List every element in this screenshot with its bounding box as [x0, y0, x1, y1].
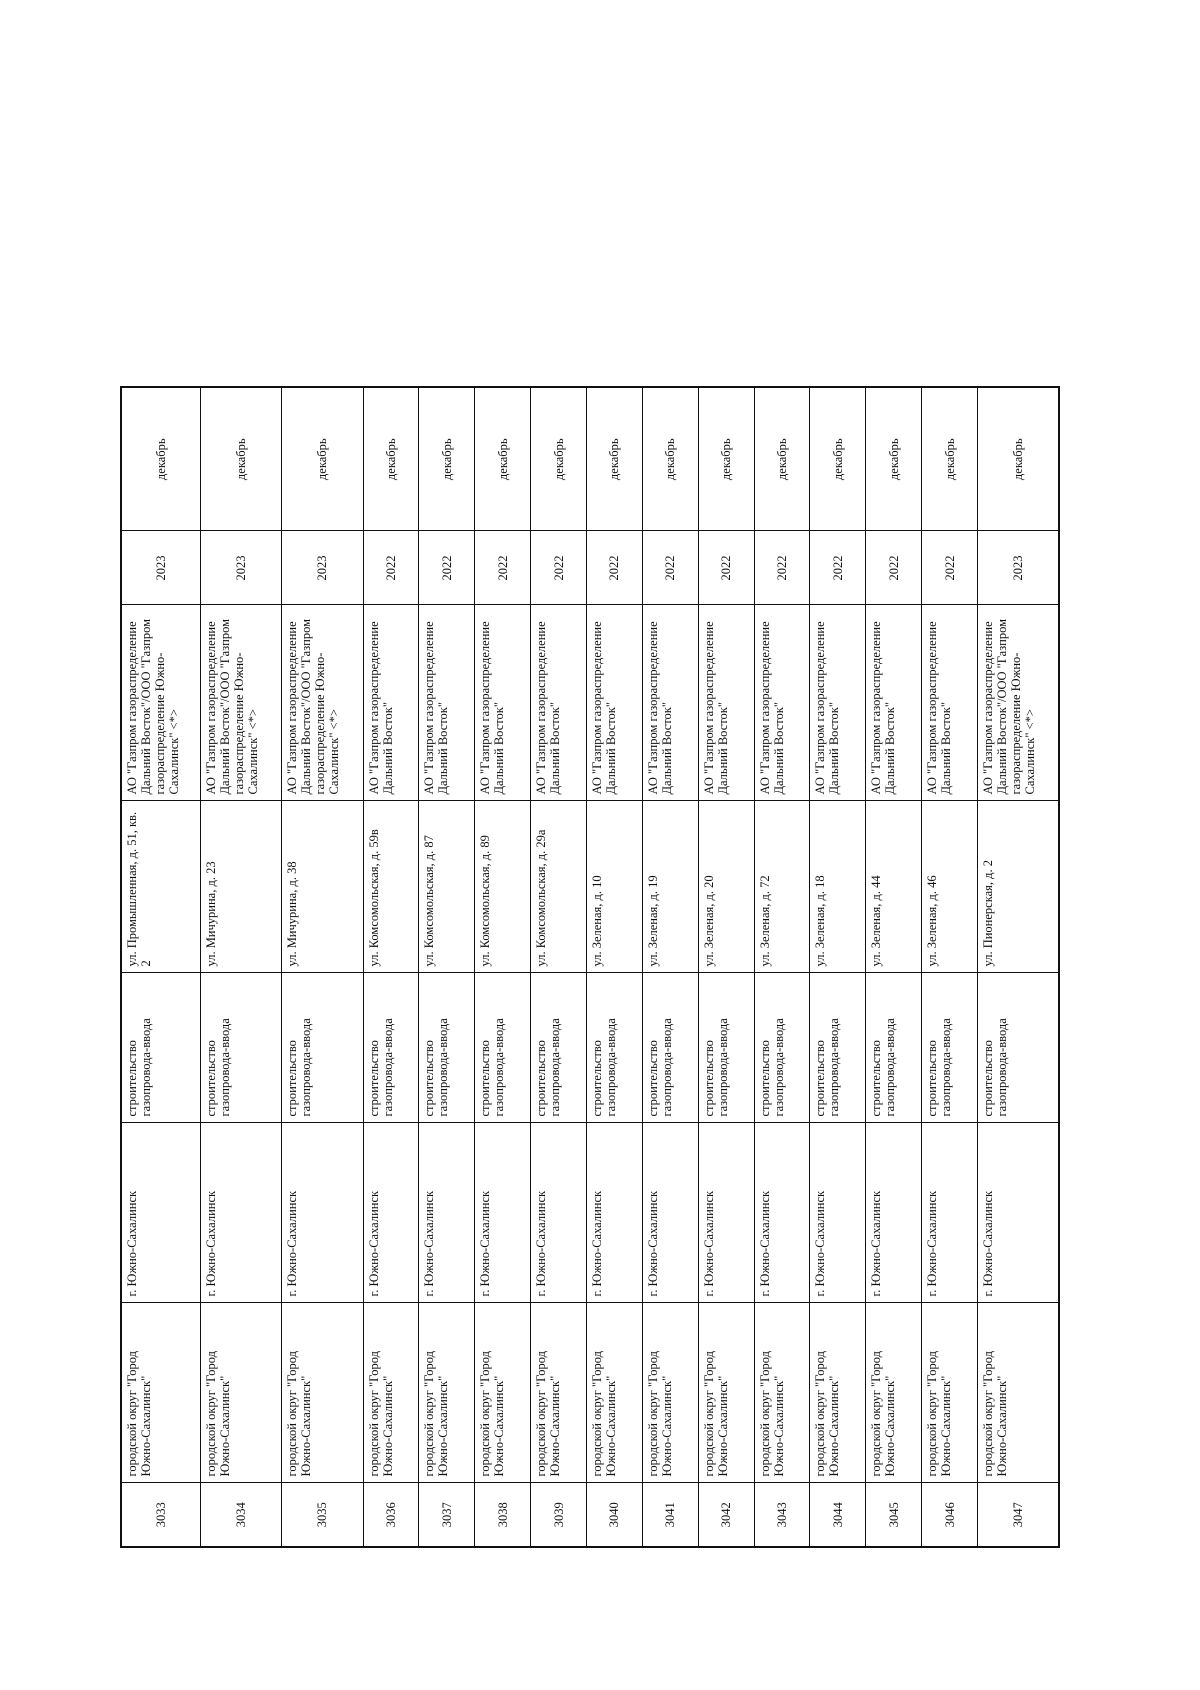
- settlement-cell: г. Южно-Сахалинск: [531, 1123, 587, 1303]
- organization-cell: АО "Газпром газораспределение Дальний Восток": [698, 605, 754, 801]
- month-cell: декабрь: [531, 387, 587, 531]
- row-number: 3046: [922, 1483, 978, 1547]
- work-type-cell: строительство газопровода-ввода: [531, 973, 587, 1123]
- address-cell: ул. Зеленая, д. 18: [810, 801, 866, 973]
- work-type-cell: строительство газопровода-ввода: [200, 973, 281, 1123]
- municipal-district-cell: городской округ "Город Южно-Сахалинск": [866, 1303, 922, 1483]
- month-cell: декабрь: [866, 387, 922, 531]
- organization-cell: АО "Газпром газораспределение Дальний Восток": [754, 605, 810, 801]
- table-row: [363, 387, 419, 1547]
- work-type-cell: строительство газопровода-ввода: [810, 973, 866, 1123]
- work-type-cell: строительство газопровода-ввода: [922, 973, 978, 1123]
- row-number: 3035: [282, 1483, 363, 1547]
- settlement-cell: г. Южно-Сахалинск: [698, 1123, 754, 1303]
- row-number: 3041: [642, 1483, 698, 1547]
- month-cell: декабрь: [922, 387, 978, 531]
- organization-cell: АО "Газпром газораспределение Дальний Восток": [866, 605, 922, 801]
- settlement-cell: г. Южно-Сахалинск: [121, 1123, 200, 1303]
- address-cell: ул. Зеленая, д. 20: [698, 801, 754, 973]
- work-type-cell: строительство газопровода-ввода: [698, 973, 754, 1123]
- address-cell: ул. Мичурина, д. 23: [200, 801, 281, 973]
- address-cell: ул. Пионерская, д. 2: [977, 801, 1059, 973]
- address-cell: ул. Комсомольская, д. 89: [475, 801, 531, 973]
- municipal-district-cell: городской округ "Город Южно-Сахалинск": [475, 1303, 531, 1483]
- settlement-cell: г. Южно-Сахалинск: [419, 1123, 475, 1303]
- row-number: 3044: [810, 1483, 866, 1547]
- work-type-cell: строительство газопровода-ввода: [642, 973, 698, 1123]
- month-cell: декабрь: [810, 387, 866, 531]
- address-cell: ул. Зеленая, д. 72: [754, 801, 810, 973]
- year-cell: 2022: [754, 531, 810, 605]
- municipal-district-cell: городской округ "Город Южно-Сахалинск": [586, 1303, 642, 1483]
- table-row: [200, 387, 281, 1547]
- address-cell: ул. Зеленая, д. 19: [642, 801, 698, 973]
- table-row: [531, 387, 587, 1547]
- year-cell: 2023: [282, 531, 363, 605]
- organization-cell: АО "Газпром газораспределение Дальний Восток": [531, 605, 587, 801]
- month-cell: декабрь: [642, 387, 698, 531]
- row-number: 3042: [698, 1483, 754, 1547]
- municipal-district-cell: городской округ "Город Южно-Сахалинск": [977, 1303, 1059, 1483]
- table-row: [698, 387, 754, 1547]
- month-cell: декабрь: [977, 387, 1059, 531]
- row-number: 3047: [977, 1483, 1059, 1547]
- month-cell: декабрь: [282, 387, 363, 531]
- work-type-cell: строительство газопровода-ввода: [754, 973, 810, 1123]
- table-row: [642, 387, 698, 1547]
- address-cell: ул. Зеленая, д. 44: [866, 801, 922, 973]
- municipal-district-cell: городской округ "Город Южно-Сахалинск": [200, 1303, 281, 1483]
- table-row: [754, 387, 810, 1547]
- municipal-district-cell: городской округ "Город Южно-Сахалинск": [698, 1303, 754, 1483]
- row-number: 3037: [419, 1483, 475, 1547]
- municipal-district-cell: городской округ "Город Южно-Сахалинск": [121, 1303, 200, 1483]
- settlement-cell: г. Южно-Сахалинск: [282, 1123, 363, 1303]
- organization-cell: АО "Газпром газораспределение Дальний Восток": [922, 605, 978, 801]
- address-cell: ул. Мичурина, д. 38: [282, 801, 363, 973]
- work-type-cell: строительство газопровода-ввода: [475, 973, 531, 1123]
- year-cell: 2023: [200, 531, 281, 605]
- organization-cell: АО "Газпром газораспределение Дальний Восток": [642, 605, 698, 801]
- organization-cell: АО "Газпром газораспределение Дальний Восток": [419, 605, 475, 801]
- work-type-cell: строительство газопровода-ввода: [363, 973, 419, 1123]
- work-type-cell: строительство газопровода-ввода: [866, 973, 922, 1123]
- municipal-district-cell: городской округ "Город Южно-Сахалинск": [922, 1303, 978, 1483]
- year-cell: 2023: [977, 531, 1059, 605]
- work-type-cell: строительство газопровода-ввода: [977, 973, 1059, 1123]
- year-cell: 2022: [531, 531, 587, 605]
- settlement-cell: г. Южно-Сахалинск: [642, 1123, 698, 1303]
- table-row: [866, 387, 922, 1547]
- table-row: [586, 387, 642, 1547]
- table-row: [282, 387, 363, 1547]
- settlement-cell: г. Южно-Сахалинск: [586, 1123, 642, 1303]
- settlement-cell: г. Южно-Сахалинск: [922, 1123, 978, 1303]
- municipal-district-cell: городской округ "Город Южно-Сахалинск": [363, 1303, 419, 1483]
- row-number: 3038: [475, 1483, 531, 1547]
- year-cell: 2022: [922, 531, 978, 605]
- row-number: 3045: [866, 1483, 922, 1547]
- month-cell: декабрь: [754, 387, 810, 531]
- settlement-cell: г. Южно-Сахалинск: [754, 1123, 810, 1303]
- municipal-district-cell: городской округ "Город Южно-Сахалинск": [642, 1303, 698, 1483]
- organization-cell: АО "Газпром газораспределение Дальний Восток"/ООО "Газпром газораспределение Южно-Сахалинск" <*>: [977, 605, 1059, 801]
- month-cell: декабрь: [586, 387, 642, 531]
- settlement-cell: г. Южно-Сахалинск: [810, 1123, 866, 1303]
- table-row: [810, 387, 866, 1547]
- municipal-district-cell: городской округ "Город Южно-Сахалинск": [810, 1303, 866, 1483]
- row-number: 3043: [754, 1483, 810, 1547]
- row-number: 3033: [121, 1483, 200, 1547]
- table-row: [419, 387, 475, 1547]
- year-cell: 2022: [586, 531, 642, 605]
- organization-cell: АО "Газпром газораспределение Дальний Восток": [810, 605, 866, 801]
- table-body: [121, 387, 1059, 1547]
- year-cell: 2022: [363, 531, 419, 605]
- year-cell: 2022: [419, 531, 475, 605]
- address-cell: ул. Комсомольская, д. 59в: [363, 801, 419, 973]
- address-cell: ул. Промышленная, д. 51, кв. 2: [121, 801, 200, 973]
- year-cell: 2022: [642, 531, 698, 605]
- organization-cell: АО "Газпром газораспределение Дальний Восток"/ООО "Газпром газораспределение Южно-Сахалинск" <*>: [121, 605, 200, 801]
- month-cell: декабрь: [200, 387, 281, 531]
- organization-cell: АО "Газпром газораспределение Дальний Восток": [363, 605, 419, 801]
- address-cell: ул. Комсомольская, д. 29а: [531, 801, 587, 973]
- work-type-cell: строительство газопровода-ввода: [282, 973, 363, 1123]
- row-number: 3040: [586, 1483, 642, 1547]
- year-cell: 2022: [475, 531, 531, 605]
- settlement-cell: г. Южно-Сахалинск: [363, 1123, 419, 1303]
- table-row: [475, 387, 531, 1547]
- organization-cell: АО "Газпром газораспределение Дальний Восток": [475, 605, 531, 801]
- municipal-district-cell: городской округ "Город Южно-Сахалинск": [282, 1303, 363, 1483]
- organization-cell: АО "Газпром газораспределение Дальний Восток": [586, 605, 642, 801]
- table-row: [121, 387, 200, 1547]
- address-cell: ул. Зеленая, д. 46: [922, 801, 978, 973]
- year-cell: 2022: [866, 531, 922, 605]
- row-number: 3036: [363, 1483, 419, 1547]
- row-number: 3034: [200, 1483, 281, 1547]
- month-cell: декабрь: [419, 387, 475, 531]
- municipal-district-cell: городской округ "Город Южно-Сахалинск": [754, 1303, 810, 1483]
- work-type-cell: строительство газопровода-ввода: [419, 973, 475, 1123]
- address-cell: ул. Комсомольская, д. 87: [419, 801, 475, 973]
- table-row: [977, 387, 1059, 1547]
- settlement-cell: г. Южно-Сахалинск: [866, 1123, 922, 1303]
- year-cell: 2023: [121, 531, 200, 605]
- year-cell: 2022: [698, 531, 754, 605]
- row-number: 3039: [531, 1483, 587, 1547]
- table-row: [922, 387, 978, 1547]
- work-type-cell: строительство газопровода-ввода: [121, 973, 200, 1123]
- year-cell: 2022: [810, 531, 866, 605]
- municipal-district-cell: городской округ "Город Южно-Сахалинск": [531, 1303, 587, 1483]
- gas-pipeline-schedule-table: [120, 386, 1060, 1548]
- settlement-cell: г. Южно-Сахалинск: [200, 1123, 281, 1303]
- address-cell: ул. Зеленая, д. 10: [586, 801, 642, 973]
- organization-cell: АО "Газпром газораспределение Дальний Восток"/ООО "Газпром газораспределение Южно-Сахалинск" <*>: [282, 605, 363, 801]
- municipal-district-cell: городской округ "Город Южно-Сахалинск": [419, 1303, 475, 1483]
- settlement-cell: г. Южно-Сахалинск: [977, 1123, 1059, 1303]
- month-cell: декабрь: [475, 387, 531, 531]
- work-type-cell: строительство газопровода-ввода: [586, 973, 642, 1123]
- month-cell: декабрь: [698, 387, 754, 531]
- organization-cell: АО "Газпром газораспределение Дальний Восток"/ООО "Газпром газораспределение Южно-Сахалинск" <*>: [200, 605, 281, 801]
- settlement-cell: г. Южно-Сахалинск: [475, 1123, 531, 1303]
- month-cell: декабрь: [121, 387, 200, 531]
- month-cell: декабрь: [363, 387, 419, 531]
